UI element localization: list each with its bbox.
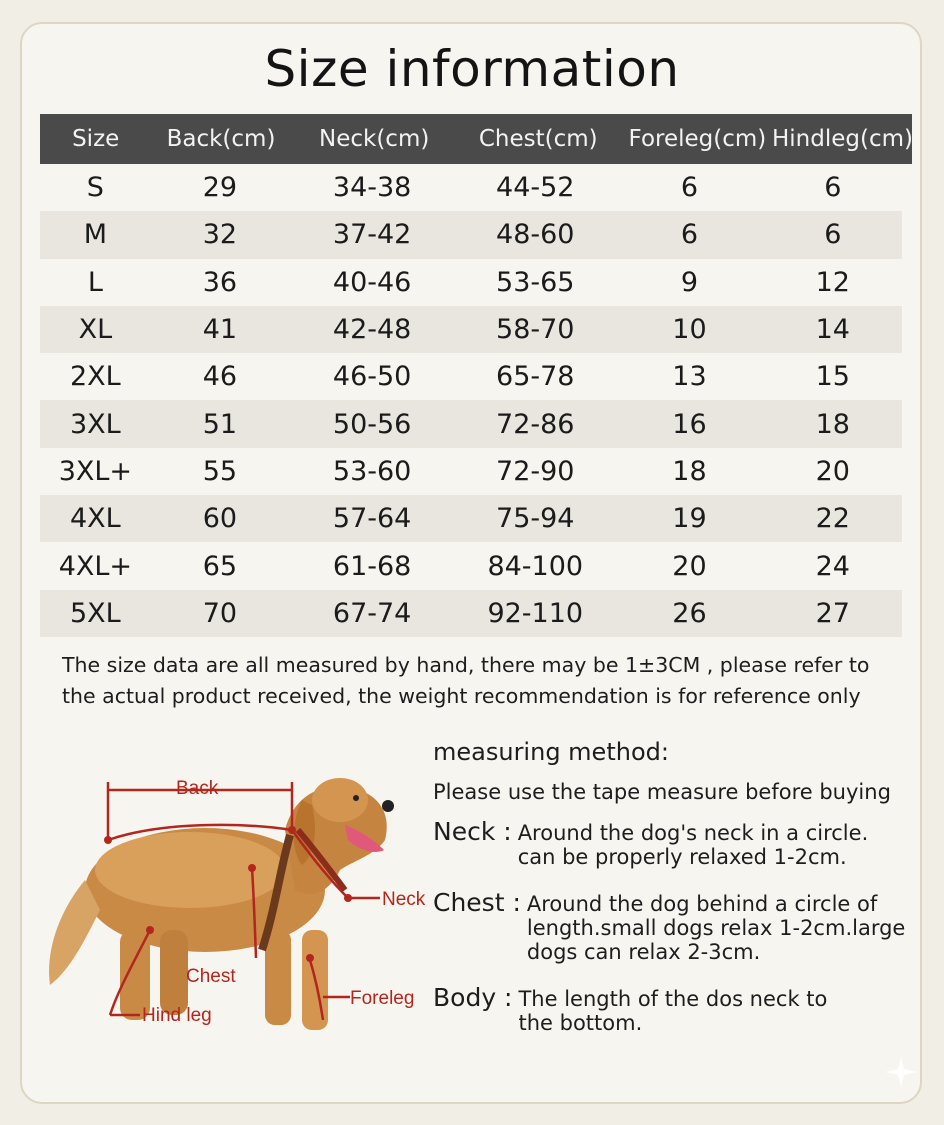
table-cell: 6 bbox=[824, 219, 842, 251]
table-cell: 65 bbox=[202, 550, 238, 582]
size-table bbox=[40, 114, 912, 637]
table-header bbox=[40, 114, 912, 164]
table-cell: 58-70 bbox=[496, 314, 575, 346]
method-chest-label: Chest : bbox=[433, 888, 521, 917]
dog-measurement-diagram bbox=[40, 760, 430, 1060]
method-body-label: Body : bbox=[433, 983, 513, 1012]
note-line-1: The size data are all measured by hand, there may be 1±3CM , please refer to bbox=[62, 653, 870, 677]
measuring-method bbox=[433, 738, 913, 1057]
table-cell: 60 bbox=[202, 503, 238, 535]
table-cell: 42-48 bbox=[332, 314, 412, 346]
table-cell: 22 bbox=[815, 503, 850, 535]
header-foreleg: Foreleg(cm) bbox=[628, 126, 767, 152]
table-cell: 10 bbox=[672, 314, 707, 346]
table-cell: 27 bbox=[815, 597, 850, 629]
table-cell: 20 bbox=[815, 455, 850, 487]
method-chest-text-1: Around the dog behind a circle of bbox=[526, 892, 878, 916]
table-cell: 2XL bbox=[70, 361, 121, 393]
table-cell: 24 bbox=[815, 550, 850, 582]
table-cell: M bbox=[83, 219, 107, 251]
table-cell: 6 bbox=[680, 172, 699, 204]
table-cell: 3XL bbox=[70, 408, 121, 440]
table-row bbox=[40, 353, 902, 400]
table-row bbox=[40, 164, 902, 211]
table-row bbox=[40, 400, 902, 447]
table-cell: 72-90 bbox=[496, 455, 575, 487]
label-foreleg: Foreleg bbox=[350, 988, 415, 1009]
table-cell: 3XL+ bbox=[58, 455, 133, 487]
table-cell: 46 bbox=[202, 361, 238, 393]
table-cell: 61-68 bbox=[332, 550, 412, 582]
method-neck bbox=[433, 817, 913, 869]
method-chest bbox=[433, 888, 913, 964]
table-cell: 32 bbox=[202, 219, 238, 251]
table-cell: 46-50 bbox=[332, 361, 412, 393]
table-cell: 53-60 bbox=[332, 455, 412, 487]
table-row bbox=[40, 306, 902, 353]
table-cell: 36 bbox=[202, 266, 238, 298]
table-row bbox=[40, 259, 902, 306]
table-cell: 15 bbox=[815, 361, 850, 393]
method-body-text-1: The length of the dos neck to bbox=[518, 987, 828, 1011]
method-neck-text-2: can be properly relaxed 1-2cm. bbox=[517, 845, 847, 869]
label-back: Back bbox=[176, 778, 219, 799]
table-cell: 34-38 bbox=[332, 172, 412, 204]
sparkle-icon bbox=[884, 1055, 918, 1089]
table-cell: S bbox=[86, 172, 104, 204]
table-cell: 50-56 bbox=[332, 408, 412, 440]
label-chest: Chest bbox=[186, 966, 236, 987]
table-cell: 40-46 bbox=[332, 266, 412, 298]
table-cell: 19 bbox=[672, 503, 707, 535]
note-line-2: the actual product received, the weight recommendation is for reference only bbox=[62, 684, 861, 708]
table-cell: 75-94 bbox=[496, 503, 575, 535]
table-cell: 9 bbox=[680, 266, 699, 298]
label-neck: Neck bbox=[382, 889, 426, 910]
table-cell: 67-74 bbox=[332, 597, 412, 629]
header-size: Size bbox=[72, 126, 120, 152]
table-cell: 12 bbox=[815, 266, 850, 298]
table-body bbox=[40, 164, 912, 637]
method-neck-label: Neck : bbox=[433, 817, 512, 846]
table-cell: 18 bbox=[672, 455, 707, 487]
table-cell: 48-60 bbox=[496, 219, 575, 251]
table-row bbox=[40, 542, 902, 589]
table-cell: 14 bbox=[815, 314, 850, 346]
header-chest: Chest(cm) bbox=[478, 126, 598, 152]
table-cell: 41 bbox=[202, 314, 238, 346]
table-cell: 57-64 bbox=[332, 503, 412, 535]
table-cell: L bbox=[87, 266, 103, 298]
method-body bbox=[433, 983, 913, 1035]
table-row bbox=[40, 495, 902, 542]
method-neck-text-1: Around the dog's neck in a circle. bbox=[517, 821, 869, 845]
method-intro: Please use the tape measure before buying bbox=[433, 780, 891, 804]
table-cell: 26 bbox=[672, 597, 707, 629]
table-cell: 72-86 bbox=[496, 408, 575, 440]
table-cell: 20 bbox=[672, 550, 707, 582]
table-cell: 5XL bbox=[70, 597, 121, 629]
table-row bbox=[40, 448, 902, 495]
header-neck: Neck(cm) bbox=[319, 126, 430, 152]
table-cell: 16 bbox=[672, 408, 707, 440]
page-title: Size information bbox=[264, 40, 680, 98]
table-cell: 55 bbox=[202, 455, 238, 487]
table-cell: 6 bbox=[680, 219, 699, 251]
table-cell: 29 bbox=[202, 172, 238, 204]
table-cell: 4XL+ bbox=[58, 550, 133, 582]
method-title: measuring method: bbox=[433, 738, 669, 766]
table-cell: 13 bbox=[672, 361, 707, 393]
table-row bbox=[40, 211, 902, 258]
method-chest-text-2: length.small dogs relax 1-2cm.large bbox=[526, 916, 906, 940]
table-cell: 44-52 bbox=[496, 172, 575, 204]
table-cell: XL bbox=[78, 314, 113, 346]
method-chest-text-3: dogs can relax 2-3cm. bbox=[526, 940, 761, 964]
table-cell: 65-78 bbox=[496, 361, 575, 393]
table-cell: 37-42 bbox=[332, 219, 412, 251]
table-cell: 6 bbox=[824, 172, 842, 204]
method-body-text-2: the bottom. bbox=[518, 1011, 643, 1035]
header-back: Back(cm) bbox=[166, 126, 276, 152]
table-cell: 70 bbox=[202, 597, 238, 629]
table-cell: 53-65 bbox=[496, 266, 575, 298]
table-row bbox=[40, 590, 902, 637]
header-hindleg: Hindleg(cm) bbox=[772, 126, 913, 152]
table-cell: 4XL bbox=[70, 503, 121, 535]
table-cell: 92-110 bbox=[487, 597, 584, 629]
measurement-note bbox=[62, 650, 902, 712]
table-cell: 84-100 bbox=[487, 550, 584, 582]
table-cell: 18 bbox=[815, 408, 850, 440]
table-cell: 51 bbox=[202, 408, 238, 440]
label-hind-leg: Hind leg bbox=[142, 1005, 212, 1026]
dog-illustration bbox=[49, 778, 394, 1030]
